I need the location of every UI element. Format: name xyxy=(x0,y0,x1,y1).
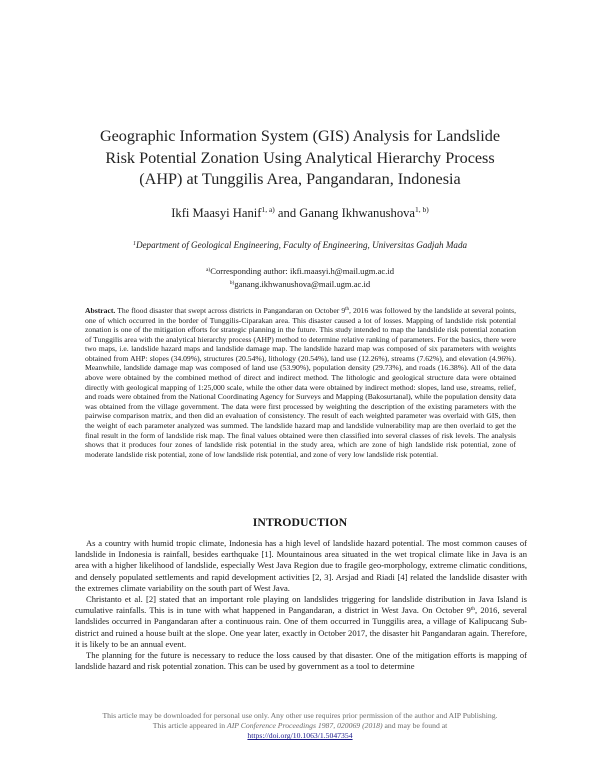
author-1-name: Ikfi Maasyi Hanif xyxy=(171,206,262,220)
abstract-text-part-2: , 2016 was followed by the landslide at several points, one of which occurred in the border of Tunggilis-Ciparakan area. This disaster caused a lot of losses. Mapping of landslide risk potential zonation is one of the mitigation efforts for strategic planning in the future. This study intended to map the landslide risk potential zonation of Tunggilis area with the analytical hierarchy process (AHP) method to determine relative ranking of parameters. For the basics, there were two maps, i.e. landslide hazard maps and landslide damage map. The landslide hazard map was composed of six parameters with weights obtained from AHP: slopes (34.09%), structures (20.54%), lithology (20.54%), land use (12.26%), streams (7.62%), and elevation (4.96%). Meanwhile, landslide damage map was composed of land use (53.90%), population density (29.73%), and roads (16.38%). All of the data above were obtained by the combined method of direct and indirect method. The lithologic and geological structure data were obtained directly with geological mapping of 1:25,000 scale, while the other data were obtained by indirect method: slopes, land use, streams, relief, and roads were obtained from the National Coordinating Agency for Surveys and Mapping (Bakosurtanal), while the population density data was obtained from the village government. The data were first processed by weighting the description of the existing parameters with the pairwise comparison matrix, and then did an evaluation of consistency. The result of each weighted parameter was overlaid with GIS, then the weight of each parameter analyzed was summed. The landslide hazard map and landslide vulnerability map are then overlaid to get the final result in the form of landslide risk map. The final values obtained were then classified into several classes of risk levels. The analysis shows that it produces four zones of landslide risk potential in the study area, which are zone of high landslide risk potential, zone of moderate landslide risk potential, zone of low landslide risk potential, and zone of very low landslide risk potential. xyxy=(85,306,516,459)
contact-superscript-b: b) xyxy=(229,279,235,286)
abstract-label: Abstract. xyxy=(85,306,116,315)
introduction-paragraph-2-superscript: th xyxy=(470,606,476,613)
footer-permission-notice: This article may be downloaded for personal use only. Any other use requires prior permission of the author and AIP Publishing. xyxy=(102,711,498,720)
contact-line-2 xyxy=(0,278,600,291)
introduction-paragraph-2-part-1: Christanto et al. [2] stated that an important role playing on landslides triggering for landslide distribution in Java Island is cumulative rainfalls. This is in tune with what happened in Pangandaran, a district in West Java. On October 9 xyxy=(75,594,527,616)
abstract-text-part-1: The flood disaster that swept across districts in Pangandaran on October 9 xyxy=(115,306,346,315)
author-list xyxy=(0,205,600,221)
abstract-superscript: th xyxy=(345,307,350,312)
doi-link[interactable]: https://doi.org/10.1063/1.5047354 xyxy=(247,731,353,741)
introduction-paragraph-2-part-2: , 2016, several landslides occurred in Pangandaran after a continuous rain. One of them occurred in Tunggilis area, a village of Kalipucang Sub-district and ruined a house built at the slope. One year later, exactly in October 2017, the disaster hit Pangandaran again. Therefore, it is likely to be an annual event. xyxy=(75,605,527,649)
author-2-name: Ganang Ikhwanushova xyxy=(299,206,416,220)
title-line-3: (AHP) at Tunggilis Area, Pangandaran, Indonesia xyxy=(139,170,461,188)
footer-citation-line xyxy=(0,721,600,731)
introduction-body xyxy=(75,538,527,672)
abstract xyxy=(85,306,516,459)
section-heading-introduction: INTRODUCTION xyxy=(252,515,348,529)
author-2-superscript: 1, b) xyxy=(415,205,429,214)
footer-journal-reference: AIP Conference Proceedings 1987, 020069 (2018) xyxy=(227,721,383,731)
second-author-email[interactable]: ganang.ikhwanushova@mail.ugm.ac.id xyxy=(234,278,371,289)
footer-doi-line xyxy=(0,731,600,741)
affiliation-text: Department of Geological Engineering, Faculty of Engineering, Universitas Gadjah Mada xyxy=(135,240,468,250)
author-joiner: and xyxy=(274,206,300,220)
footer-citation-suffix: and may be found at xyxy=(382,721,448,731)
author-1-superscript: 1, a) xyxy=(261,205,275,214)
corresponding-author-email[interactable]: Corresponding author: ikfi.maasyi.h@mail.ugm.ac.id xyxy=(210,266,395,276)
page-footer xyxy=(0,711,600,742)
title-line-1: Geographic Information System (GIS) Analysis for Landslide xyxy=(99,127,501,145)
affiliation-superscript: 1 xyxy=(132,241,136,247)
contact-superscript-a: a) xyxy=(205,267,211,273)
affiliation xyxy=(0,240,600,250)
introduction-paragraph-2 xyxy=(75,594,527,650)
title-line-2: Risk Potential Zonation Using Analytical Hierarchy Process xyxy=(105,148,495,167)
footer-citation-prefix: This article appeared in xyxy=(152,721,227,731)
introduction-paragraph-3: The planning for the future is necessary to reduce the loss caused by that disaster. One of the mitigation efforts is mapping of landslide hazard and risk potential zonation. This can be used by government as a tool to determine xyxy=(75,650,527,672)
contact-line-1 xyxy=(0,265,600,278)
contact-info xyxy=(0,265,600,290)
paper-title xyxy=(50,126,550,191)
introduction-paragraph-1: As a country with humid tropic climate, Indonesia has a high level of landslide hazard potential. The most common causes of landslide in Indonesia is rainfall, besides earthquake [1]. Mountainous area situated in the wet tropical climate like in Java is an area with a higher likelihood of landslide, especially West Java Region due to fragile geo-morphology, extreme climatic conditions, and densely populated settlements and rapid development activities [2, 3]. Arsjad and Riadi [4] related the landslide disaster with the extremes climate variability on the south part of West Java. xyxy=(75,538,527,593)
